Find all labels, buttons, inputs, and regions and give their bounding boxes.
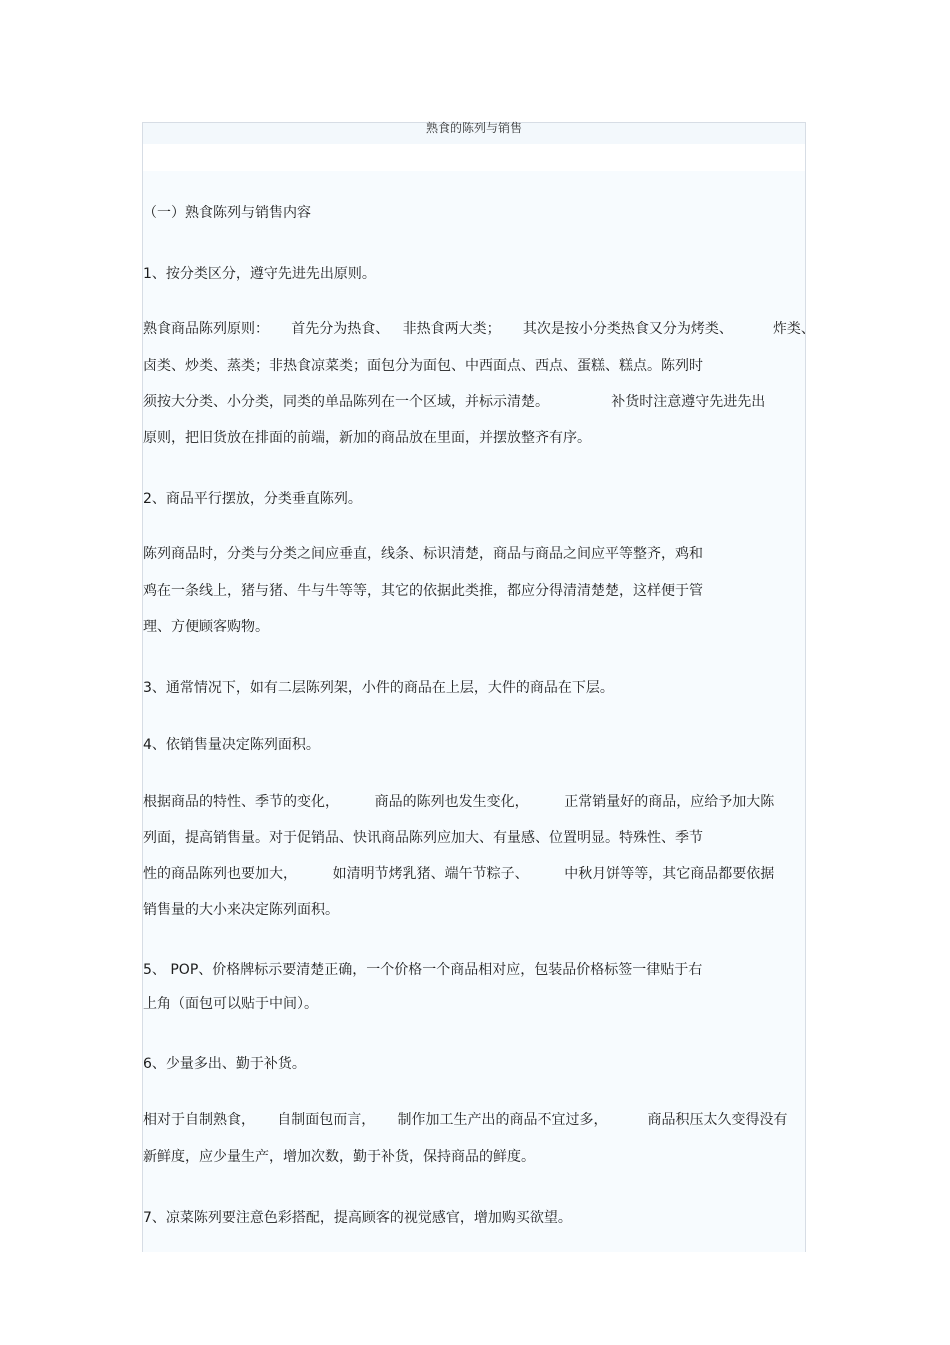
doc-line-17: 上角（面包可以贴于中间）。 bbox=[143, 996, 318, 1012]
doc-line-12: 根据商品的特性、季节的变化， 商品的陈列也发生变化， 正常销量好的商品，应给予加大陈 bbox=[143, 794, 775, 810]
doc-line-16: 5、 POP、价格牌标示要清楚正确，一个价格一个商品相对应，包装品价格标签一律贴于右 bbox=[143, 962, 703, 978]
doc-line-9: 理、方便顾客购物。 bbox=[143, 619, 269, 635]
document-title: 熟食的陈列与销售 bbox=[425, 121, 522, 135]
doc-line-3: 卤类、炒类、蒸类；非热食凉菜类；面包分为面包、中西面点、西点、蛋糕、糕点。陈列时 bbox=[143, 358, 703, 374]
doc-line-15: 销售量的大小来决定陈列面积。 bbox=[143, 902, 339, 918]
doc-line-5: 原则，把旧货放在排面的前端，新加的商品放在里面，并摆放整齐有序。 bbox=[143, 430, 591, 446]
doc-line-6: 2、商品平行摆放，分类垂直陈列。 bbox=[143, 491, 362, 507]
doc-line-21: 7、凉菜陈列要注意色彩搭配，提高顾客的视觉感官，增加购买欲望。 bbox=[143, 1210, 572, 1226]
doc-line-10: 3、通常情况下，如有二层陈列架，小件的商品在上层，大件的商品在下层。 bbox=[143, 680, 614, 696]
doc-line-7: 陈列商品时，分类与分类之间应垂直，线条、标识清楚，商品与商品之间应平等整齐，鸡和 bbox=[143, 546, 703, 562]
doc-line-2: 熟食商品陈列原则： 首先分为热食、 非热食两大类； 其次是按小分类热食又分为烤类、 炸类、 bbox=[143, 321, 815, 337]
document-title-band bbox=[143, 123, 805, 145]
title-spacer bbox=[143, 144, 805, 171]
doc-line-8: 鸡在一条线上，猪与猪、牛与牛等等，其它的依据此类推，都应分得清清楚楚，这样便于管 bbox=[143, 583, 703, 599]
doc-line-14: 性的商品陈列也要加大， 如清明节烤乳猪、端午节粽子、 中秋月饼等等，其它商品都要依据 bbox=[143, 866, 775, 882]
section-heading: （一）熟食陈列与销售内容 bbox=[143, 205, 311, 221]
doc-line-13: 列面，提高销售量。对于促销品、快讯商品陈列应加大、有量感、位置明显。特殊性、季节 bbox=[143, 830, 703, 846]
doc-line-1: 1、按分类区分，遵守先进先出原则。 bbox=[143, 266, 376, 282]
doc-line-4: 须按大分类、小分类，同类的单品陈列在一个区域，并标示清楚。 补货时注意遵守先进先出 bbox=[143, 394, 766, 410]
doc-line-18: 6、少量多出、勤于补货。 bbox=[143, 1056, 306, 1072]
doc-line-11: 4、依销售量决定陈列面积。 bbox=[143, 737, 320, 753]
doc-line-19: 相对于自制熟食， 自制面包而言， 制作加工生产出的商品不宜过多， 商品积压太久变得没有 bbox=[143, 1112, 788, 1128]
doc-line-20: 新鲜度，应少量生产，增加次数，勤于补货，保持商品的鲜度。 bbox=[143, 1149, 535, 1165]
